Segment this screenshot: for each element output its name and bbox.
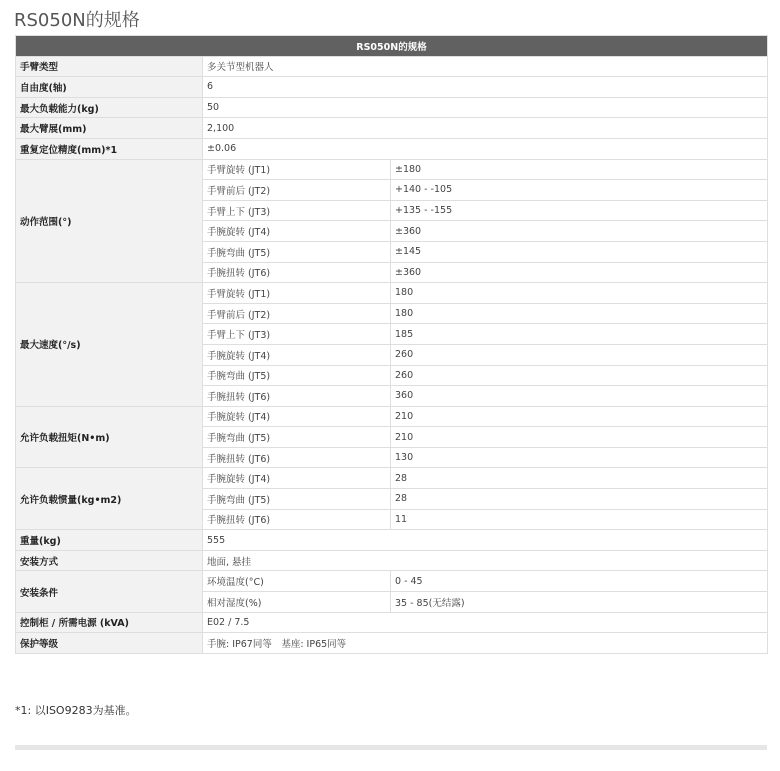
value-cell: 28 [391,468,768,489]
table-row [16,550,768,571]
table-header: RS050N的规格 [16,36,768,57]
value-cell: ±180 [391,159,768,180]
axis-cell: 手腕扭转 (JT6) [203,386,391,407]
table-row [16,468,768,489]
value-cell: 130 [391,447,768,468]
row-label-arm-type: 手臂类型 [16,56,203,77]
spec-table [15,35,768,654]
axis-cell: 手腕扭转 (JT6) [203,262,391,283]
axis-cell: 手腕扭转 (JT6) [203,509,391,530]
row-value-max-reach: 2,100 [203,118,768,139]
value-cell: 28 [391,489,768,510]
row-value-weight: 555 [203,530,768,551]
page-title: RS050N的规格 [14,10,140,31]
footnote: *1: 以ISO9283为基准。 [15,704,137,717]
value-cell: 260 [391,365,768,386]
value-cell: ±145 [391,241,768,262]
table-row [16,612,768,633]
row-label-dof: 自由度(轴) [16,77,203,98]
row-label-max-speed: 最大速度(°/s) [16,283,203,407]
axis-cell: 手腕弯曲 (JT5) [203,427,391,448]
axis-cell: 手臂上下 (JT3) [203,200,391,221]
table-row [16,530,768,551]
axis-cell: 手腕扭转 (JT6) [203,447,391,468]
axis-cell: 手腕弯曲 (JT5) [203,241,391,262]
axis-cell: 手腕旋转 (JT4) [203,406,391,427]
value-cell: 180 [391,303,768,324]
value-cell: 210 [391,406,768,427]
condition-cell: 相对湿度(%) [203,592,391,613]
table-row [16,283,768,304]
table-row [16,159,768,180]
value-cell: +140 - -105 [391,180,768,201]
table-row [16,77,768,98]
row-label-controller: 控制柜 / 所需电源 (kVA) [16,612,203,633]
row-label-weight: 重量(kg) [16,530,203,551]
axis-cell: 手臂旋转 (JT1) [203,283,391,304]
row-value-installation: 地面, 悬挂 [203,550,768,571]
value-cell: 360 [391,386,768,407]
axis-cell: 手腕旋转 (JT4) [203,221,391,242]
row-label-installation: 安装方式 [16,550,203,571]
table-row [16,56,768,77]
value-cell: 210 [391,427,768,448]
axis-cell: 手臂上下 (JT3) [203,324,391,345]
value-cell: 260 [391,344,768,365]
value-cell: ±360 [391,262,768,283]
value-cell: +135 - -155 [391,200,768,221]
value-cell: ±360 [391,221,768,242]
table-row [16,406,768,427]
value-cell: 185 [391,324,768,345]
table-row [16,118,768,139]
value-cell: 180 [391,283,768,304]
bottom-divider [15,745,767,750]
row-label-repeatability: 重复定位精度(mm)*1 [16,138,203,159]
row-label-motion-range: 动作范围(°) [16,159,203,283]
row-value-protection: 手腕: IP67同等 基座: IP65同等 [203,633,768,654]
table-row [16,138,768,159]
row-label-install-conditions: 安装条件 [16,571,203,612]
axis-cell: 手腕旋转 (JT4) [203,468,391,489]
row-value-controller: E02 / 7.5 [203,612,768,633]
value-cell: 35 - 85(无结露) [391,592,768,613]
value-cell: 0 - 45 [391,571,768,592]
row-label-max-reach: 最大臂展(mm) [16,118,203,139]
axis-cell: 手臂前后 (JT2) [203,180,391,201]
value-cell: 11 [391,509,768,530]
axis-cell: 手臂前后 (JT2) [203,303,391,324]
axis-cell: 手腕旋转 (JT4) [203,344,391,365]
row-value-arm-type: 多关节型机器人 [203,56,768,77]
axis-cell: 手臂旋转 (JT1) [203,159,391,180]
table-header-row [16,36,768,57]
row-label-protection: 保护等级 [16,633,203,654]
row-label-allowable-inertia: 允许负载惯量(kg•m2) [16,468,203,530]
row-value-dof: 6 [203,77,768,98]
table-row [16,571,768,592]
row-label-allowable-torque: 允许负载扭矩(N•m) [16,406,203,468]
axis-cell: 手腕弯曲 (JT5) [203,489,391,510]
axis-cell: 手腕弯曲 (JT5) [203,365,391,386]
table-row [16,97,768,118]
table-row [16,633,768,654]
row-value-max-payload: 50 [203,97,768,118]
row-label-max-payload: 最大负载能力(kg) [16,97,203,118]
row-value-repeatability: ±0.06 [203,138,768,159]
condition-cell: 环境温度(°C) [203,571,391,592]
